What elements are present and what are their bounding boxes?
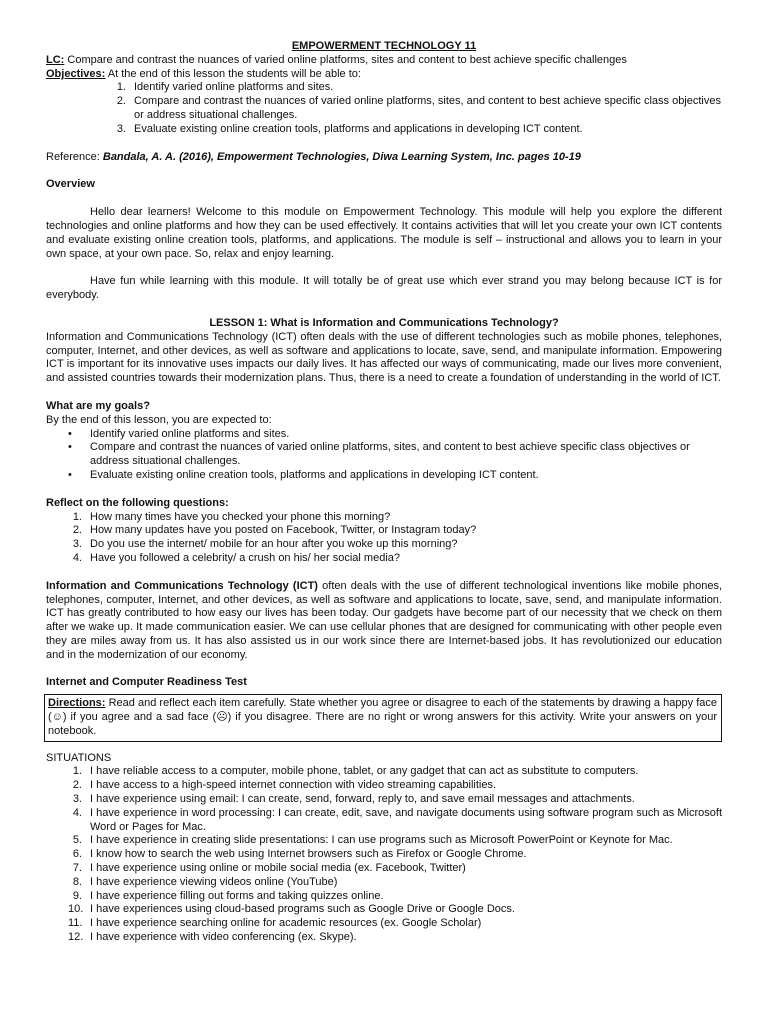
reference-text: Bandala, A. A. (2016), Empowerment Technologies, Diwa Learning System, Inc. pages 10-19 — [102, 150, 581, 163]
goals-heading: What are my goals? — [46, 399, 150, 412]
list-item: 12. I have experience with video conferencing (ex. Skype). — [68, 931, 357, 944]
directions-box — [44, 694, 722, 741]
ict-text: often deals with the use of different technological inventions like mobile phones, telephones, computer, Internet, and other devices, as well as software and applications to locate, save, send, and manipulate information. ICT has greatly contributed to how easy our lives has been today. Our gadgets have become part of our necessity that we check on them after we wake up. It made communication easier. We can use cellular phones that are designed for communicating with other people even they are miles away from us. It has also assisted us in our work since there are Internet-based jobs. It has revolutionized our education and in the modernization of our economy. — [46, 579, 722, 661]
list-item: 2. I have access to a high-speed internet connection with video streaming capabilities. — [72, 779, 497, 792]
list-item: 2. How many updates have you posted on Facebook, Twitter, or Instagram today? — [72, 524, 477, 537]
list-item: 4. I have experience in word processing: I can create, edit, save, and navigate documents using software program such as Microsoft Word or Pages for Mac. — [72, 806, 722, 833]
list-item: 7. I have experience using online or mobile social media (ex. Facebook, Twitter) — [72, 862, 466, 875]
reference-label: Reference: — [46, 150, 103, 163]
directions-label: Directions: — [48, 697, 106, 710]
lc-text: Compare and contrast the nuances of varied online platforms, sites and content to best achieve specific challenges — [64, 53, 627, 66]
list-item: • Identify varied online platforms and sites. — [68, 427, 290, 440]
list-item: 1. Identify varied online platforms and sites. — [116, 81, 334, 94]
list-item: 3. Evaluate existing online creation tools, platforms and applications in developing ICT content. — [116, 122, 583, 135]
lc-line — [46, 54, 722, 68]
list-item: 8. I have experience viewing videos online (YouTube) — [72, 875, 338, 888]
list-item: 11. I have experience searching online for academic resources (ex. Google Scholar) — [68, 917, 482, 930]
lesson-title: LESSON 1: What is Information and Communications Technology? — [209, 316, 559, 329]
goals-intro: By the end of this lesson, you are expected to: — [46, 413, 272, 426]
list-item: 3. I have experience using email: I can create, send, forward, reply to, and save email messages and attachments. — [72, 793, 635, 806]
reflect-heading: Reflect on the following questions: — [46, 496, 229, 509]
objectives-label: Objectives: — [46, 67, 106, 80]
lc-label: LC: — [46, 53, 65, 66]
reference-line — [46, 151, 722, 165]
lesson-paragraph: Information and Communications Technology (ICT) often deals with the use of different technologies such as mobile phones, telephones, computer, Internet, and other devices, as well as software and applications to locate, save, send, and manipulate information. Empowering ICT is important for its innovative uses impacts our daily lives. It has affected our ways of communicating, made our lives more convenient, and assisted countries towards their modernization plans. Thus, there is a need to create a foundation of understanding in the world of ICT. — [46, 330, 722, 385]
overview-paragraph-2: Have fun while learning with this module. It will totally be of great use which ever strand you may belong because ICT is for everybody. — [46, 275, 722, 302]
list-item: 5. I have experience in creating slide presentations: I can use programs such as Microsoft PowerPoint or Keynote for Mac. — [72, 834, 673, 847]
overview-paragraph-1: Hello dear learners! Welcome to this module on Empowerment Technology. This module will help you explore the different technologies and online platforms and how they can be used effectively. It contains activities that will let you create your own ICT contents and evaluate existing online creation tools, platforms, and applications. The module is self – instructional and allows you to learn in your own space, at your own pace. So, relax and enjoy learning. — [46, 206, 722, 260]
list-item: 3. Do you use the internet/ mobile for an hour after you woke up this morning? — [72, 538, 458, 551]
list-item: 4. Have you followed a celebrity/ a crush on his/ her social media? — [72, 551, 400, 564]
bullet-icon: • — [68, 468, 72, 481]
ict-label: Information and Communications Technology (ICT) — [46, 579, 318, 592]
list-item: • Compare and contrast the nuances of varied online platforms, sites, and content to best achieve specific class objectives or address situational challenges. — [68, 441, 690, 468]
list-item: • Evaluate existing online creation tools, platforms and applications in developing ICT content. — [68, 468, 539, 481]
list-item: 10. I have experiences using cloud-based programs such as Google Drive or Google Docs. — [68, 903, 515, 916]
ict-paragraph — [46, 580, 722, 663]
list-item: 6. I know how to search the web using Internet browsers such as Firefox or Google Chrome. — [72, 848, 527, 861]
document-title: EMPOWERMENT TECHNOLOGY 11 — [291, 40, 477, 52]
objectives-list — [46, 81, 722, 136]
reflect-list — [46, 511, 722, 566]
list-item: 1. I have reliable access to a computer, mobile phone, tablet, or any gadget that can act as substitute to computers. — [72, 765, 639, 778]
goals-list — [46, 428, 722, 483]
list-item: 1. How many times have you checked your phone this morning? — [72, 510, 391, 523]
situations-list — [46, 765, 722, 944]
situations-heading: SITUATIONS — [46, 751, 112, 764]
bullet-icon: • — [68, 441, 72, 454]
document-page — [46, 40, 722, 945]
objectives-line — [46, 68, 722, 82]
list-item: 2. Compare and contrast the nuances of varied online platforms, sites, and content to best achieve specific class objectives or address situational challenges. — [116, 95, 721, 121]
overview-heading: Overview — [46, 178, 95, 191]
list-item: 9. I have experience filling out forms and taking quizzes online. — [72, 889, 384, 902]
readiness-heading: Internet and Computer Readiness Test — [46, 676, 247, 689]
directions-text: Read and reflect each item carefully. State whether you agree or disagree to each of the statements by drawing a happy face (☺) if you agree and a sad face (☹) if you disagree. There are no right or wrong answers for this activity. Write your answers on your notebook. — [48, 697, 717, 737]
bullet-icon: • — [68, 427, 72, 440]
objectives-text: At the end of this lesson the students will be able to: — [105, 67, 361, 80]
